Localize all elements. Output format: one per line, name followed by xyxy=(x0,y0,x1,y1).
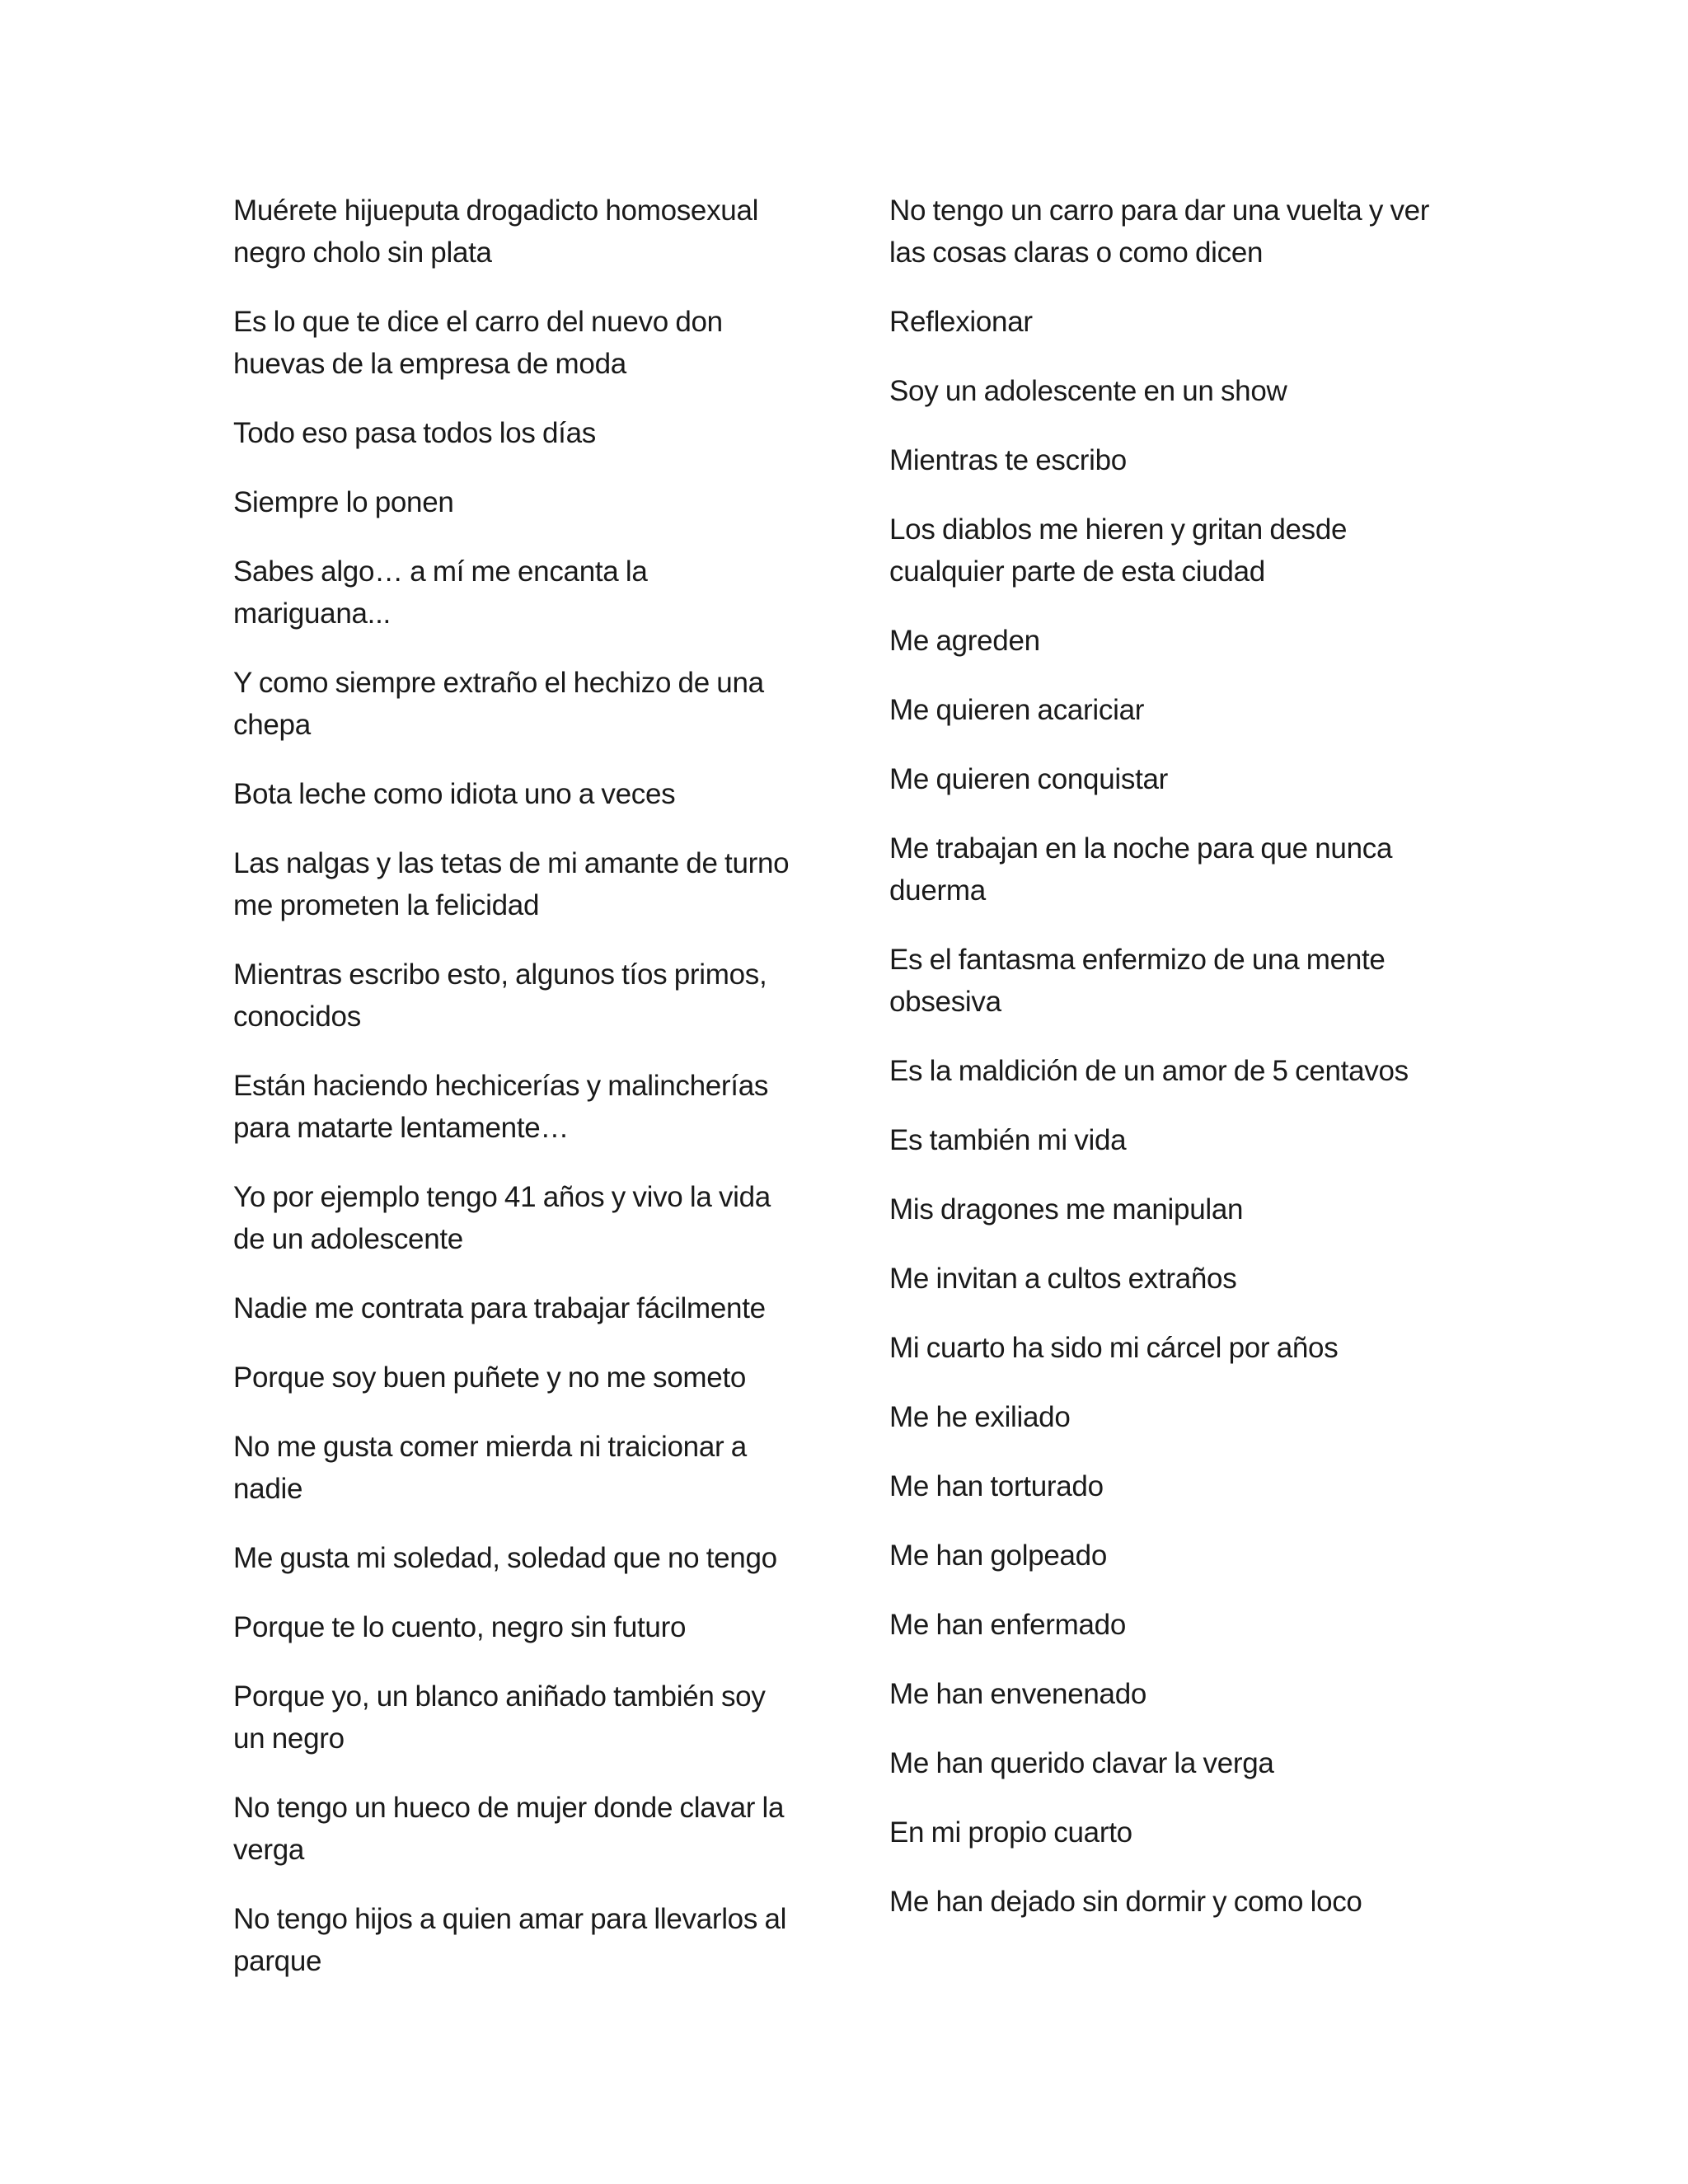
poem-line: Reflexionar xyxy=(889,306,1033,338)
poem-line: Me he exiliado xyxy=(889,1401,1071,1433)
poem-line: Siempre lo ponen xyxy=(233,486,454,518)
poem-line: Soy un adolescente en un show xyxy=(889,375,1287,407)
poem-line: Están haciendo hechicerías y malincherías para matarte lentamente… xyxy=(233,1070,769,1144)
poem-line: Mientras escribo esto, algunos tíos primos, conocidos xyxy=(233,958,767,1033)
poem-line: Me gusta mi soledad, soledad que no tengo xyxy=(233,1542,777,1574)
poem-right-column xyxy=(889,190,1458,1950)
poem-line: Es el fantasma enfermizo de una mente obsesiva xyxy=(889,944,1386,1018)
poem-line: Me quieren conquistar xyxy=(889,763,1169,795)
poem-line: Mientras te escribo xyxy=(889,444,1127,476)
poem-line: Todo eso pasa todos los días xyxy=(233,417,596,449)
poem-line: En mi propio cuarto xyxy=(889,1816,1132,1849)
poem-line: Me han torturado xyxy=(889,1470,1104,1502)
poem-line: Bota leche como idiota uno a veces xyxy=(233,778,676,810)
poem-line: Me trabajan en la noche para que nunca duerma xyxy=(889,832,1393,907)
poem-line: Me han golpeado xyxy=(889,1540,1107,1572)
poem-line: Me agreden xyxy=(889,625,1040,657)
poem-line: No tengo un hueco de mujer donde clavar la verga xyxy=(233,1792,785,1866)
poem-line: Mi cuarto ha sido mi cárcel por años xyxy=(889,1332,1339,1364)
poem-line: Las nalgas y las tetas de mi amante de turno me prometen la felicidad xyxy=(233,847,790,921)
poem-line: Yo por ejemplo tengo 41 años y vivo la vida de un adolescente xyxy=(233,1181,771,1255)
poem-line: Mis dragones me manipulan xyxy=(889,1193,1244,1226)
poem-line: Porque yo, un blanco aniñado también soy un negro xyxy=(233,1680,766,1755)
poem-line: Es lo que te dice el carro del nuevo don huevas de la empresa de moda xyxy=(233,306,723,380)
poem-line: Me quieren acariciar xyxy=(889,694,1145,726)
poem-line: Porque soy buen puñete y no me someto xyxy=(233,1361,747,1394)
poem-line: Y como siempre extraño el hechizo de una chepa xyxy=(233,667,764,741)
poem-line: Porque te lo cuento, negro sin futuro xyxy=(233,1611,687,1643)
poem-line: Sabes algo… a mí me encanta la mariguana... xyxy=(233,555,648,630)
poem-line: Es la maldición de un amor de 5 centavos xyxy=(889,1055,1409,1087)
poem-line: Nadie me contrata para trabajar fácilmente xyxy=(233,1292,766,1324)
poem-line: Me han envenenado xyxy=(889,1678,1147,1710)
poem-line: Me invitan a cultos extraños xyxy=(889,1263,1237,1295)
poem-line: Muérete hijueputa drogadicto homosexual negro cholo sin plata xyxy=(233,194,759,269)
poem-left-column xyxy=(233,190,802,2009)
poem-line: Me han querido clavar la verga xyxy=(889,1747,1274,1779)
poem-line: Me han enfermado xyxy=(889,1609,1126,1641)
poem-line: No tengo hijos a quien amar para llevarlos al parque xyxy=(233,1903,787,1977)
poem-line: Me han dejado sin dormir y como loco xyxy=(889,1886,1362,1918)
poem-line: Los diablos me hieren y gritan desde cualquier parte de esta ciudad xyxy=(889,513,1348,588)
poem-line: No me gusta comer mierda ni traicionar a nadie xyxy=(233,1431,747,1505)
poem-line: Es también mi vida xyxy=(889,1124,1127,1156)
poem-line: No tengo un carro para dar una vuelta y ver las cosas claras o como dicen xyxy=(889,194,1430,269)
